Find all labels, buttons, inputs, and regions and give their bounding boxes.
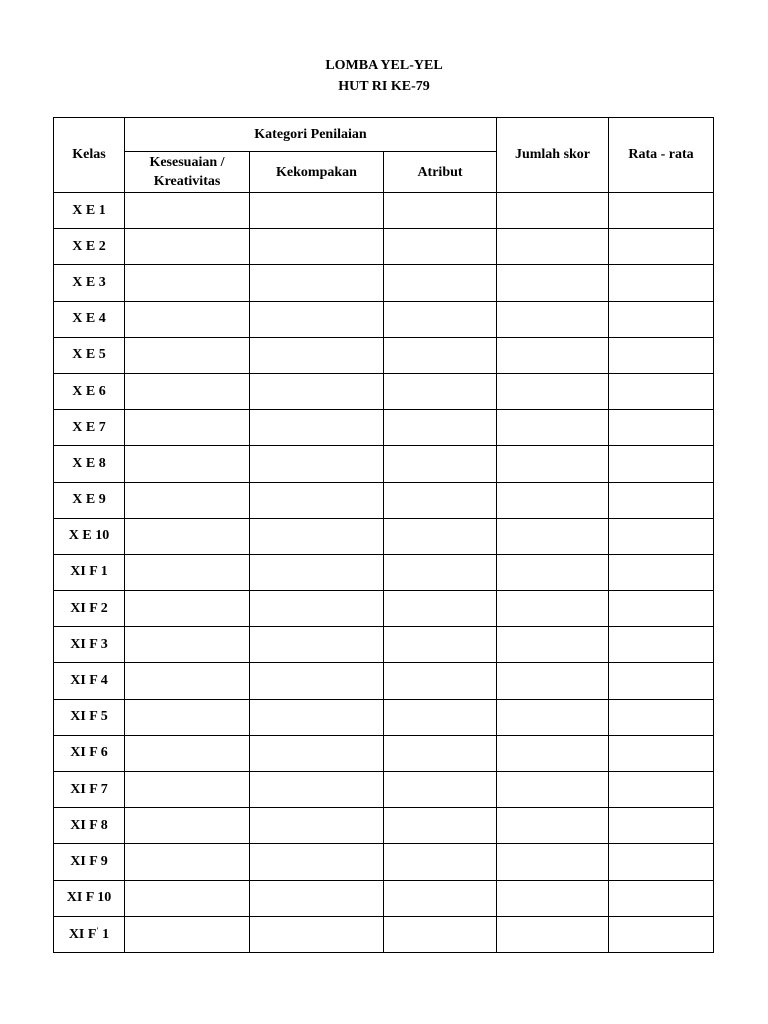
kelas-label: X E 3 xyxy=(72,274,106,290)
kekompakan-cell[interactable] xyxy=(250,808,384,844)
kekompakan-cell[interactable] xyxy=(250,880,384,916)
kesesuaian-cell[interactable] xyxy=(125,880,250,916)
kekompakan-cell[interactable] xyxy=(250,735,384,771)
kekompakan-cell[interactable] xyxy=(250,301,384,337)
atribut-cell[interactable] xyxy=(384,880,497,916)
kekompakan-cell[interactable] xyxy=(250,699,384,735)
kekompakan-cell[interactable] xyxy=(250,337,384,373)
atribut-cell[interactable] xyxy=(384,482,497,518)
kekompakan-cell[interactable] xyxy=(250,229,384,265)
table-row xyxy=(54,410,714,446)
kelas-label: X E 8 xyxy=(72,455,106,471)
kesesuaian-cell[interactable] xyxy=(125,772,250,808)
kelas-cell xyxy=(54,410,125,446)
rata-rata-cell[interactable] xyxy=(609,373,714,409)
rata-rata-cell[interactable] xyxy=(609,229,714,265)
kelas-label: X E 9 xyxy=(72,492,106,508)
atribut-cell[interactable] xyxy=(384,663,497,699)
atribut-cell[interactable] xyxy=(384,699,497,735)
rata-rata-cell[interactable] xyxy=(609,808,714,844)
header-kekompakan: Kekompakan xyxy=(250,152,384,193)
kekompakan-cell[interactable] xyxy=(250,518,384,554)
jumlah-skor-cell[interactable] xyxy=(497,482,609,518)
table-row xyxy=(54,663,714,699)
rata-rata-cell[interactable] xyxy=(609,446,714,482)
table-row xyxy=(54,446,714,482)
table-row xyxy=(54,844,714,880)
jumlah-skor-cell[interactable] xyxy=(497,844,609,880)
title-line-2: HUT RI KE-79 xyxy=(338,79,430,94)
table-row xyxy=(54,482,714,518)
kelas-cell xyxy=(54,627,125,663)
kelas-label: X E 1 xyxy=(72,202,106,218)
kesesuaian-cell[interactable] xyxy=(125,735,250,771)
rata-rata-cell[interactable] xyxy=(609,410,714,446)
table-body xyxy=(54,193,714,953)
kesesuaian-cell[interactable] xyxy=(125,699,250,735)
kelas-cell xyxy=(54,337,125,373)
kelas-label: X E 2 xyxy=(72,238,106,254)
kesesuaian-cell[interactable] xyxy=(125,410,250,446)
header-kesesuaian-line2: Kreativitas xyxy=(153,174,221,189)
kelas-cell xyxy=(54,880,125,916)
kesesuaian-cell[interactable] xyxy=(125,591,250,627)
jumlah-skor-cell[interactable] xyxy=(497,627,609,663)
atribut-cell[interactable] xyxy=(384,410,497,446)
document-title xyxy=(0,55,768,97)
table-row xyxy=(54,373,714,409)
rata-rata-cell[interactable] xyxy=(609,699,714,735)
kelas-cell xyxy=(54,193,125,229)
kekompakan-cell[interactable] xyxy=(250,410,384,446)
kekompakan-cell[interactable] xyxy=(250,482,384,518)
jumlah-skor-cell[interactable] xyxy=(497,916,609,952)
kesesuaian-cell[interactable] xyxy=(125,337,250,373)
jumlah-skor-cell[interactable] xyxy=(497,446,609,482)
kesesuaian-cell[interactable] xyxy=(125,482,250,518)
table-row xyxy=(54,735,714,771)
kesesuaian-cell[interactable] xyxy=(125,808,250,844)
kesesuaian-cell[interactable] xyxy=(125,229,250,265)
header-kelas: Kelas xyxy=(54,118,125,193)
header-atribut: Atribut xyxy=(384,152,497,193)
kesesuaian-cell[interactable] xyxy=(125,663,250,699)
header-kesesuaian-kreativitas xyxy=(125,152,250,193)
header-jumlah-skor: Jumlah skor xyxy=(497,118,609,193)
jumlah-skor-cell[interactable] xyxy=(497,410,609,446)
kelas-cell xyxy=(54,482,125,518)
atribut-cell[interactable] xyxy=(384,772,497,808)
kelas-cell xyxy=(54,916,125,952)
table-row xyxy=(54,699,714,735)
kelas-cell xyxy=(54,265,125,301)
rata-rata-cell[interactable] xyxy=(609,735,714,771)
atribut-cell[interactable] xyxy=(384,301,497,337)
rata-rata-cell[interactable] xyxy=(609,193,714,229)
kekompakan-cell[interactable] xyxy=(250,446,384,482)
rata-rata-cell[interactable] xyxy=(609,591,714,627)
kelas-cell xyxy=(54,808,125,844)
kelas-label: XI F 1 xyxy=(70,564,108,580)
kesesuaian-cell[interactable] xyxy=(125,627,250,663)
kesesuaian-cell[interactable] xyxy=(125,373,250,409)
rata-rata-cell[interactable] xyxy=(609,265,714,301)
rata-rata-cell[interactable] xyxy=(609,482,714,518)
jumlah-skor-cell[interactable] xyxy=(497,591,609,627)
rata-rata-cell[interactable] xyxy=(609,627,714,663)
table-row xyxy=(54,627,714,663)
rata-rata-cell[interactable] xyxy=(609,916,714,952)
jumlah-skor-cell[interactable] xyxy=(497,301,609,337)
kesesuaian-cell[interactable] xyxy=(125,554,250,590)
kelas-label: X E 5 xyxy=(72,347,106,363)
table-row xyxy=(54,591,714,627)
atribut-cell[interactable] xyxy=(384,844,497,880)
kesesuaian-cell[interactable] xyxy=(125,446,250,482)
kekompakan-cell[interactable] xyxy=(250,663,384,699)
atribut-cell[interactable] xyxy=(384,373,497,409)
kelas-label: XI F 9 xyxy=(70,853,108,869)
jumlah-skor-cell[interactable] xyxy=(497,337,609,373)
kelas-label: XI F 2 xyxy=(70,600,108,616)
kekompakan-cell[interactable] xyxy=(250,193,384,229)
jumlah-skor-cell[interactable] xyxy=(497,373,609,409)
jumlah-skor-cell[interactable] xyxy=(497,808,609,844)
kesesuaian-cell[interactable] xyxy=(125,265,250,301)
table-row xyxy=(54,880,714,916)
kekompakan-cell[interactable] xyxy=(250,844,384,880)
kelas-cell xyxy=(54,554,125,590)
kelas-label: X E 7 xyxy=(72,419,106,435)
atribut-cell[interactable] xyxy=(384,518,497,554)
rata-rata-cell[interactable] xyxy=(609,844,714,880)
kelas-label: X E 4 xyxy=(72,311,106,327)
table-row xyxy=(54,916,714,952)
atribut-cell[interactable] xyxy=(384,265,497,301)
kekompakan-cell[interactable] xyxy=(250,916,384,952)
kelas-label: XI F 5 xyxy=(70,709,108,725)
table-row xyxy=(54,518,714,554)
atribut-cell[interactable] xyxy=(384,916,497,952)
rata-rata-cell[interactable] xyxy=(609,554,714,590)
atribut-cell[interactable] xyxy=(384,229,497,265)
header-rata-rata: Rata - rata xyxy=(609,118,714,193)
kelas-cell xyxy=(54,373,125,409)
kelas-mark: ' xyxy=(96,925,99,935)
kelas-label: XI F 10 xyxy=(66,890,112,906)
kelas-cell xyxy=(54,301,125,337)
atribut-cell[interactable] xyxy=(384,627,497,663)
header-kesesuaian-line1: Kesesuaian / xyxy=(149,155,225,170)
kelas-cell xyxy=(54,663,125,699)
kelas-label: XI F 4 xyxy=(70,673,108,689)
kelas-cell xyxy=(54,772,125,808)
kelas-suffix: 1 xyxy=(98,926,110,942)
atribut-cell[interactable] xyxy=(384,193,497,229)
atribut-cell[interactable] xyxy=(384,554,497,590)
kekompakan-cell[interactable] xyxy=(250,627,384,663)
kelas-label: X E 10 xyxy=(68,528,110,544)
kekompakan-cell[interactable] xyxy=(250,591,384,627)
jumlah-skor-cell[interactable] xyxy=(497,663,609,699)
kelas-cell xyxy=(54,518,125,554)
header-kategori-penilaian: Kategori Penilaian xyxy=(125,118,497,152)
atribut-cell[interactable] xyxy=(384,735,497,771)
title-line-1: LOMBA YEL-YEL xyxy=(325,58,443,73)
kelas-label: XI F 8 xyxy=(70,817,108,833)
kesesuaian-cell[interactable] xyxy=(125,844,250,880)
kekompakan-cell[interactable] xyxy=(250,772,384,808)
rata-rata-cell[interactable] xyxy=(609,772,714,808)
table-row xyxy=(54,772,714,808)
atribut-cell[interactable] xyxy=(384,591,497,627)
kekompakan-cell[interactable] xyxy=(250,554,384,590)
kesesuaian-cell[interactable] xyxy=(125,518,250,554)
atribut-cell[interactable] xyxy=(384,808,497,844)
kekompakan-cell[interactable] xyxy=(250,265,384,301)
score-table xyxy=(53,117,714,953)
jumlah-skor-cell[interactable] xyxy=(497,265,609,301)
atribut-cell[interactable] xyxy=(384,337,497,373)
kelas-label: XI F 7 xyxy=(70,781,108,797)
rata-rata-cell[interactable] xyxy=(609,301,714,337)
kesesuaian-cell[interactable] xyxy=(125,193,250,229)
kelas-cell xyxy=(54,735,125,771)
kelas-label: XI F 6 xyxy=(70,745,108,761)
table-row xyxy=(54,265,714,301)
kelas-label: X E 6 xyxy=(72,383,106,399)
table-row xyxy=(54,337,714,373)
kelas-cell xyxy=(54,591,125,627)
kelas-cell xyxy=(54,229,125,265)
jumlah-skor-cell[interactable] xyxy=(497,699,609,735)
kelas-cell xyxy=(54,844,125,880)
jumlah-skor-cell[interactable] xyxy=(497,193,609,229)
table-row xyxy=(54,554,714,590)
jumlah-skor-cell[interactable] xyxy=(497,518,609,554)
kelas-label: XI F 3 xyxy=(70,636,108,652)
kekompakan-cell[interactable] xyxy=(250,373,384,409)
table-row xyxy=(54,193,714,229)
rata-rata-cell[interactable] xyxy=(609,518,714,554)
rata-rata-cell[interactable] xyxy=(609,337,714,373)
jumlah-skor-cell[interactable] xyxy=(497,554,609,590)
jumlah-skor-cell[interactable] xyxy=(497,229,609,265)
kesesuaian-cell[interactable] xyxy=(125,916,250,952)
kesesuaian-cell[interactable] xyxy=(125,301,250,337)
table-header-row xyxy=(54,118,714,152)
kelas-cell xyxy=(54,699,125,735)
jumlah-skor-cell[interactable] xyxy=(497,772,609,808)
table-row xyxy=(54,229,714,265)
table-row xyxy=(54,808,714,844)
kelas-label: XI F xyxy=(68,926,97,942)
atribut-cell[interactable] xyxy=(384,446,497,482)
rata-rata-cell[interactable] xyxy=(609,663,714,699)
jumlah-skor-cell[interactable] xyxy=(497,735,609,771)
kelas-cell xyxy=(54,446,125,482)
rata-rata-cell[interactable] xyxy=(609,880,714,916)
table-row xyxy=(54,301,714,337)
jumlah-skor-cell[interactable] xyxy=(497,880,609,916)
